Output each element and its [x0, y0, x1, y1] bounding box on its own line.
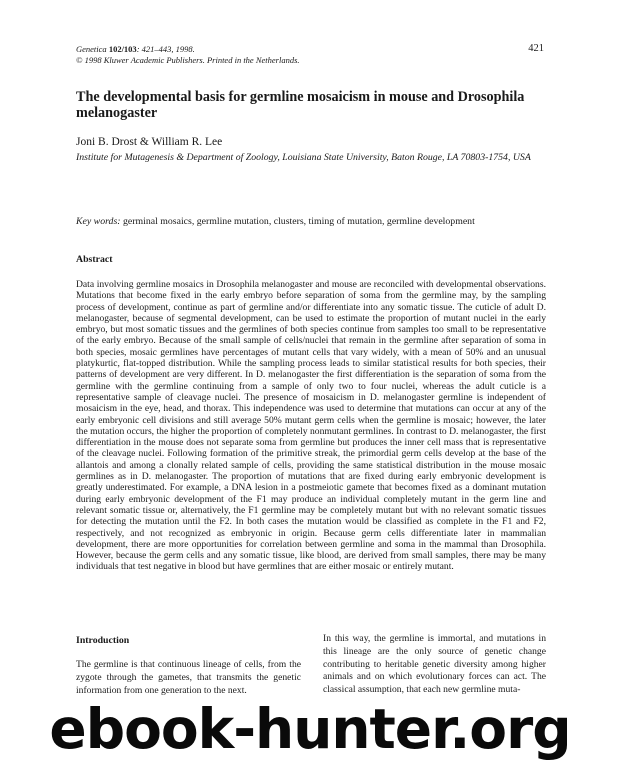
- copyright-line: © 1998 Kluwer Academic Publishers. Printed in the Netherlands.: [76, 55, 300, 65]
- affiliation: Institute for Mutagenesis & Department of Zoology, Louisiana State University, Baton Rouge, LA 70803-1754, USA: [76, 152, 531, 163]
- abstract-body: [76, 279, 546, 573]
- paper-title: The developmental basis for germline mosaicism in mouse and Drosophila melanogaster: [76, 89, 525, 121]
- keywords: [76, 216, 546, 227]
- journal-name: Genetica: [76, 44, 107, 54]
- keywords-text: germinal mosaics, germline mutation, clusters, timing of mutation, germline development: [123, 216, 475, 227]
- journal-citation: [76, 44, 300, 66]
- introduction-heading: Introduction: [76, 635, 130, 646]
- journal-volume: 102/103: [108, 44, 137, 54]
- authors: Joni B. Drost & William R. Lee: [76, 136, 223, 148]
- watermark: ebook-hunter.org: [49, 697, 571, 761]
- abstract-text: Data involving germline mosaics in Drosophila melanogaster and mouse are reconciled with developmental observations. Mutations that become fixed in the early embryo before separation of soma from the germline may, by the sampling process of development, continue as part of germline and/or differentiate into any somatic tissue. The cuticle of adult D. melanogaster, because of segmental development, can be used to estimate the proportion of mutant nuclei in the early embryo, but most somatic tissues and the germlines of both species continue from samples too small to be representative of the early embryo. Because of the small sample of cells/nuclei that remain in the germline after separation of soma in both species, mosaic germlines have percentages of mutant cells that vary widely, with a mean of 50% and an unusual platykurtic, flat-topped distribution. While the sampling process leads to similar statistical results for both species, their patterns of development are very different. In D. melanogaster the first differentiation is the separation of soma from the germline with the germline continuing from a sample of only two to four nuclei, whereas the adult cuticle is a representative sample of cleavage nuclei. The presence of mosaicism in D. melanogaster germline is independent of mosaicism in the eye, head, and thorax. This independence was used to determine that mutations can occur at any of the early embryonic cell divisions and still average 50% mutant germ cells when the germline is mosaic; however, the later the mutation occurs, the higher the proportion of completely nonmutant germlines. In contrast to D. melanogaster, the first differentiation in the mouse does not separate soma from germline but produces the inner cell mass that is representative of the cleavage nuclei. Following formation of the primitive streak, the primordial germ cells develop at the base of the allantois and among a clonally related sample of cells, providing the same statistical distribution in the mouse mosaic germlines as in D. melanogaster. The proportion of mutations that are fixed during early embryonic development is greatly underestimated. For example, a DNA lesion in a postmeiotic gamete that becomes fixed as a dominant mutation during early embryonic development of the F1 may produce an individual completely mutant in the germ line and relevant somatic tissue or, alternatively, the F1 germline may be completely mutant but with no relevant somatic tissues for detecting the mutation until the F2. In both cases the mutation would be classified as complete in the F1 and F2, respectively, and not recognized as embryonic in origin. Because germ cells differentiate later in mammalian development, there are more opportunities for correlation between germline and soma in the mammal than Drosophila. However, because the germ cells and any somatic tissue, like blood, are derived from small samples, there may be many individuals that test negative in blood but have germlines that are either mosaic or entirely mutant.: [76, 279, 546, 573]
- introduction-paragraph-1: The germline is that continuous lineage of cells, from the zygote through the gametes, that transmits the genetic information from one generation to the next.: [76, 659, 301, 696]
- journal-pages: : 421–443, 1998.: [136, 44, 195, 54]
- keywords-label: Key words:: [76, 216, 121, 227]
- page-number: 421: [528, 43, 544, 54]
- introduction-column-right: [323, 633, 546, 697]
- introduction-column-left: [76, 659, 301, 697]
- introduction-paragraph-2: In this way, the germline is immortal, and mutations in this lineage are the only source of genetic change contributing to heritable genetic diversity among higher animals and on which evolutionary forces can act. The classical assumption, that each new germline muta-: [323, 633, 546, 696]
- abstract-heading: Abstract: [76, 254, 113, 265]
